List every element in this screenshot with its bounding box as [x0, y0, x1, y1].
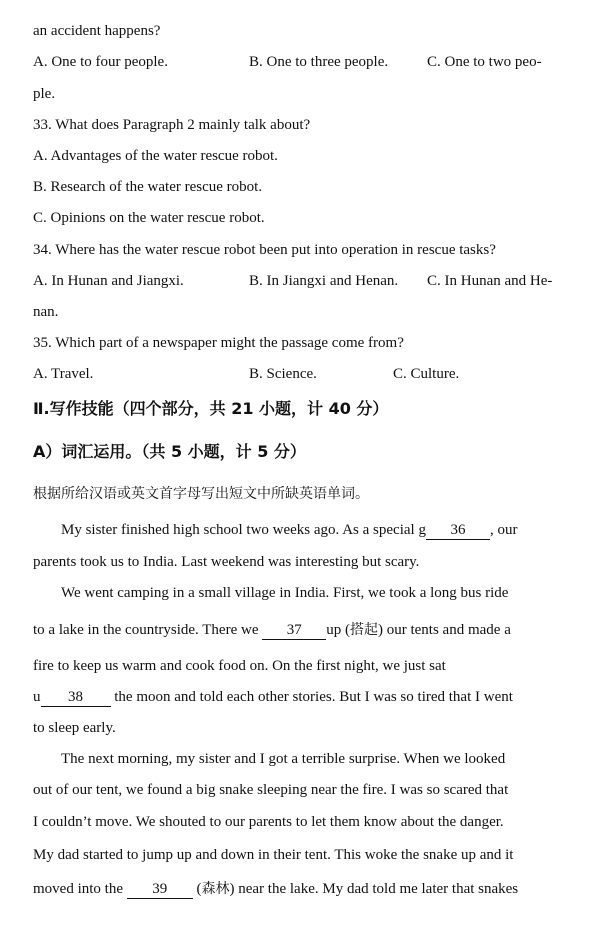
q35-option-c: C. Culture. [393, 366, 460, 382]
instruction: 根据所给汉语或英文首字母写出短文中所缺英语单词。 [33, 486, 369, 502]
q34-option-c: C. In Hunan and He- [427, 273, 553, 289]
q33-stem: 33. What does Paragraph 2 mainly talk about? [33, 117, 311, 133]
passage-text: ) near the lake. My dad told me later that snakes [229, 881, 519, 897]
q35-options [33, 364, 459, 384]
q35-stem: 35. Which part of a newspaper might the passage come from? [33, 335, 404, 351]
passage-text: ( [192, 881, 202, 897]
passage-line [33, 879, 518, 899]
passage-line: fire to keep us warm and cook food on. On the first night, we just sat [33, 658, 446, 674]
passage-text: , our [489, 522, 518, 538]
passage-line: My dad started to jump up and down in their tent. This woke the snake up and it [33, 847, 514, 863]
passage-line: to sleep early. [33, 720, 116, 736]
q34-option-a: A. In Hunan and Jiangxi. [33, 273, 184, 289]
q32-option-a: A. One to four people. [33, 54, 168, 70]
blank-37[interactable]: 37 [262, 621, 326, 640]
q32-options [33, 52, 542, 72]
passage-text: to a lake in the countryside. There we [33, 622, 263, 638]
q33-option-c: C. Opinions on the water rescue robot. [33, 210, 265, 226]
passage-text: moved into the [33, 881, 127, 897]
passage-text: u [33, 689, 41, 705]
passage-line: The next morning, my sister and I got a terrible surprise. When we looked [61, 751, 506, 767]
passage-line [61, 520, 517, 540]
q32-stem-tail: an accident happens? [33, 23, 161, 39]
passage-line [33, 620, 511, 640]
q32-option-b: B. One to three people. [249, 54, 389, 70]
hint-39: 森林 [201, 881, 230, 897]
blank-39[interactable]: 39 [127, 880, 193, 899]
passage-line [33, 687, 513, 707]
passage-text: the moon and told each other stories. But I was so tired that I went [110, 689, 513, 705]
q32-option-c-wrap: ple. [33, 86, 56, 102]
passage-line: parents took us to India. Last weekend was interesting but scary. [33, 554, 420, 570]
q32-option-c: C. One to two peo- [427, 54, 542, 70]
passage-line: out of our tent, we found a big snake sleeping near the fire. I was so scared that [33, 782, 509, 798]
section-title: Ⅱ.写作技能（四个部分，共 21 小题，计 40 分） [33, 399, 389, 418]
passage-text: My sister finished high school two weeks ago. As a special g [61, 522, 426, 538]
blank-38[interactable]: 38 [41, 688, 111, 707]
q35-option-b: B. Science. [249, 366, 317, 382]
q34-options [33, 271, 552, 291]
passage-text: up ( [326, 622, 350, 638]
q34-option-b: B. In Jiangxi and Henan. [249, 273, 399, 289]
q33-option-a: A. Advantages of the water rescue robot. [33, 148, 278, 164]
blank-36[interactable]: 36 [426, 521, 490, 540]
q35-option-a: A. Travel. [33, 366, 94, 382]
q34-stem: 34. Where has the water rescue robot been put into operation in rescue tasks? [33, 242, 496, 258]
passage-text: ) our tents and made a [377, 622, 511, 638]
part-a-title: A）词汇运用。（共 5 小题，计 5 分） [33, 442, 306, 461]
q33-option-b: B. Research of the water rescue robot. [33, 179, 263, 195]
hint-37: 搭起 [349, 622, 378, 638]
passage-line: We went camping in a small village in India. First, we took a long bus ride [61, 585, 509, 601]
q34-option-c-wrap: nan. [33, 304, 59, 320]
passage-line: I couldn’t move. We shouted to our parents to let them know about the danger. [33, 814, 504, 830]
